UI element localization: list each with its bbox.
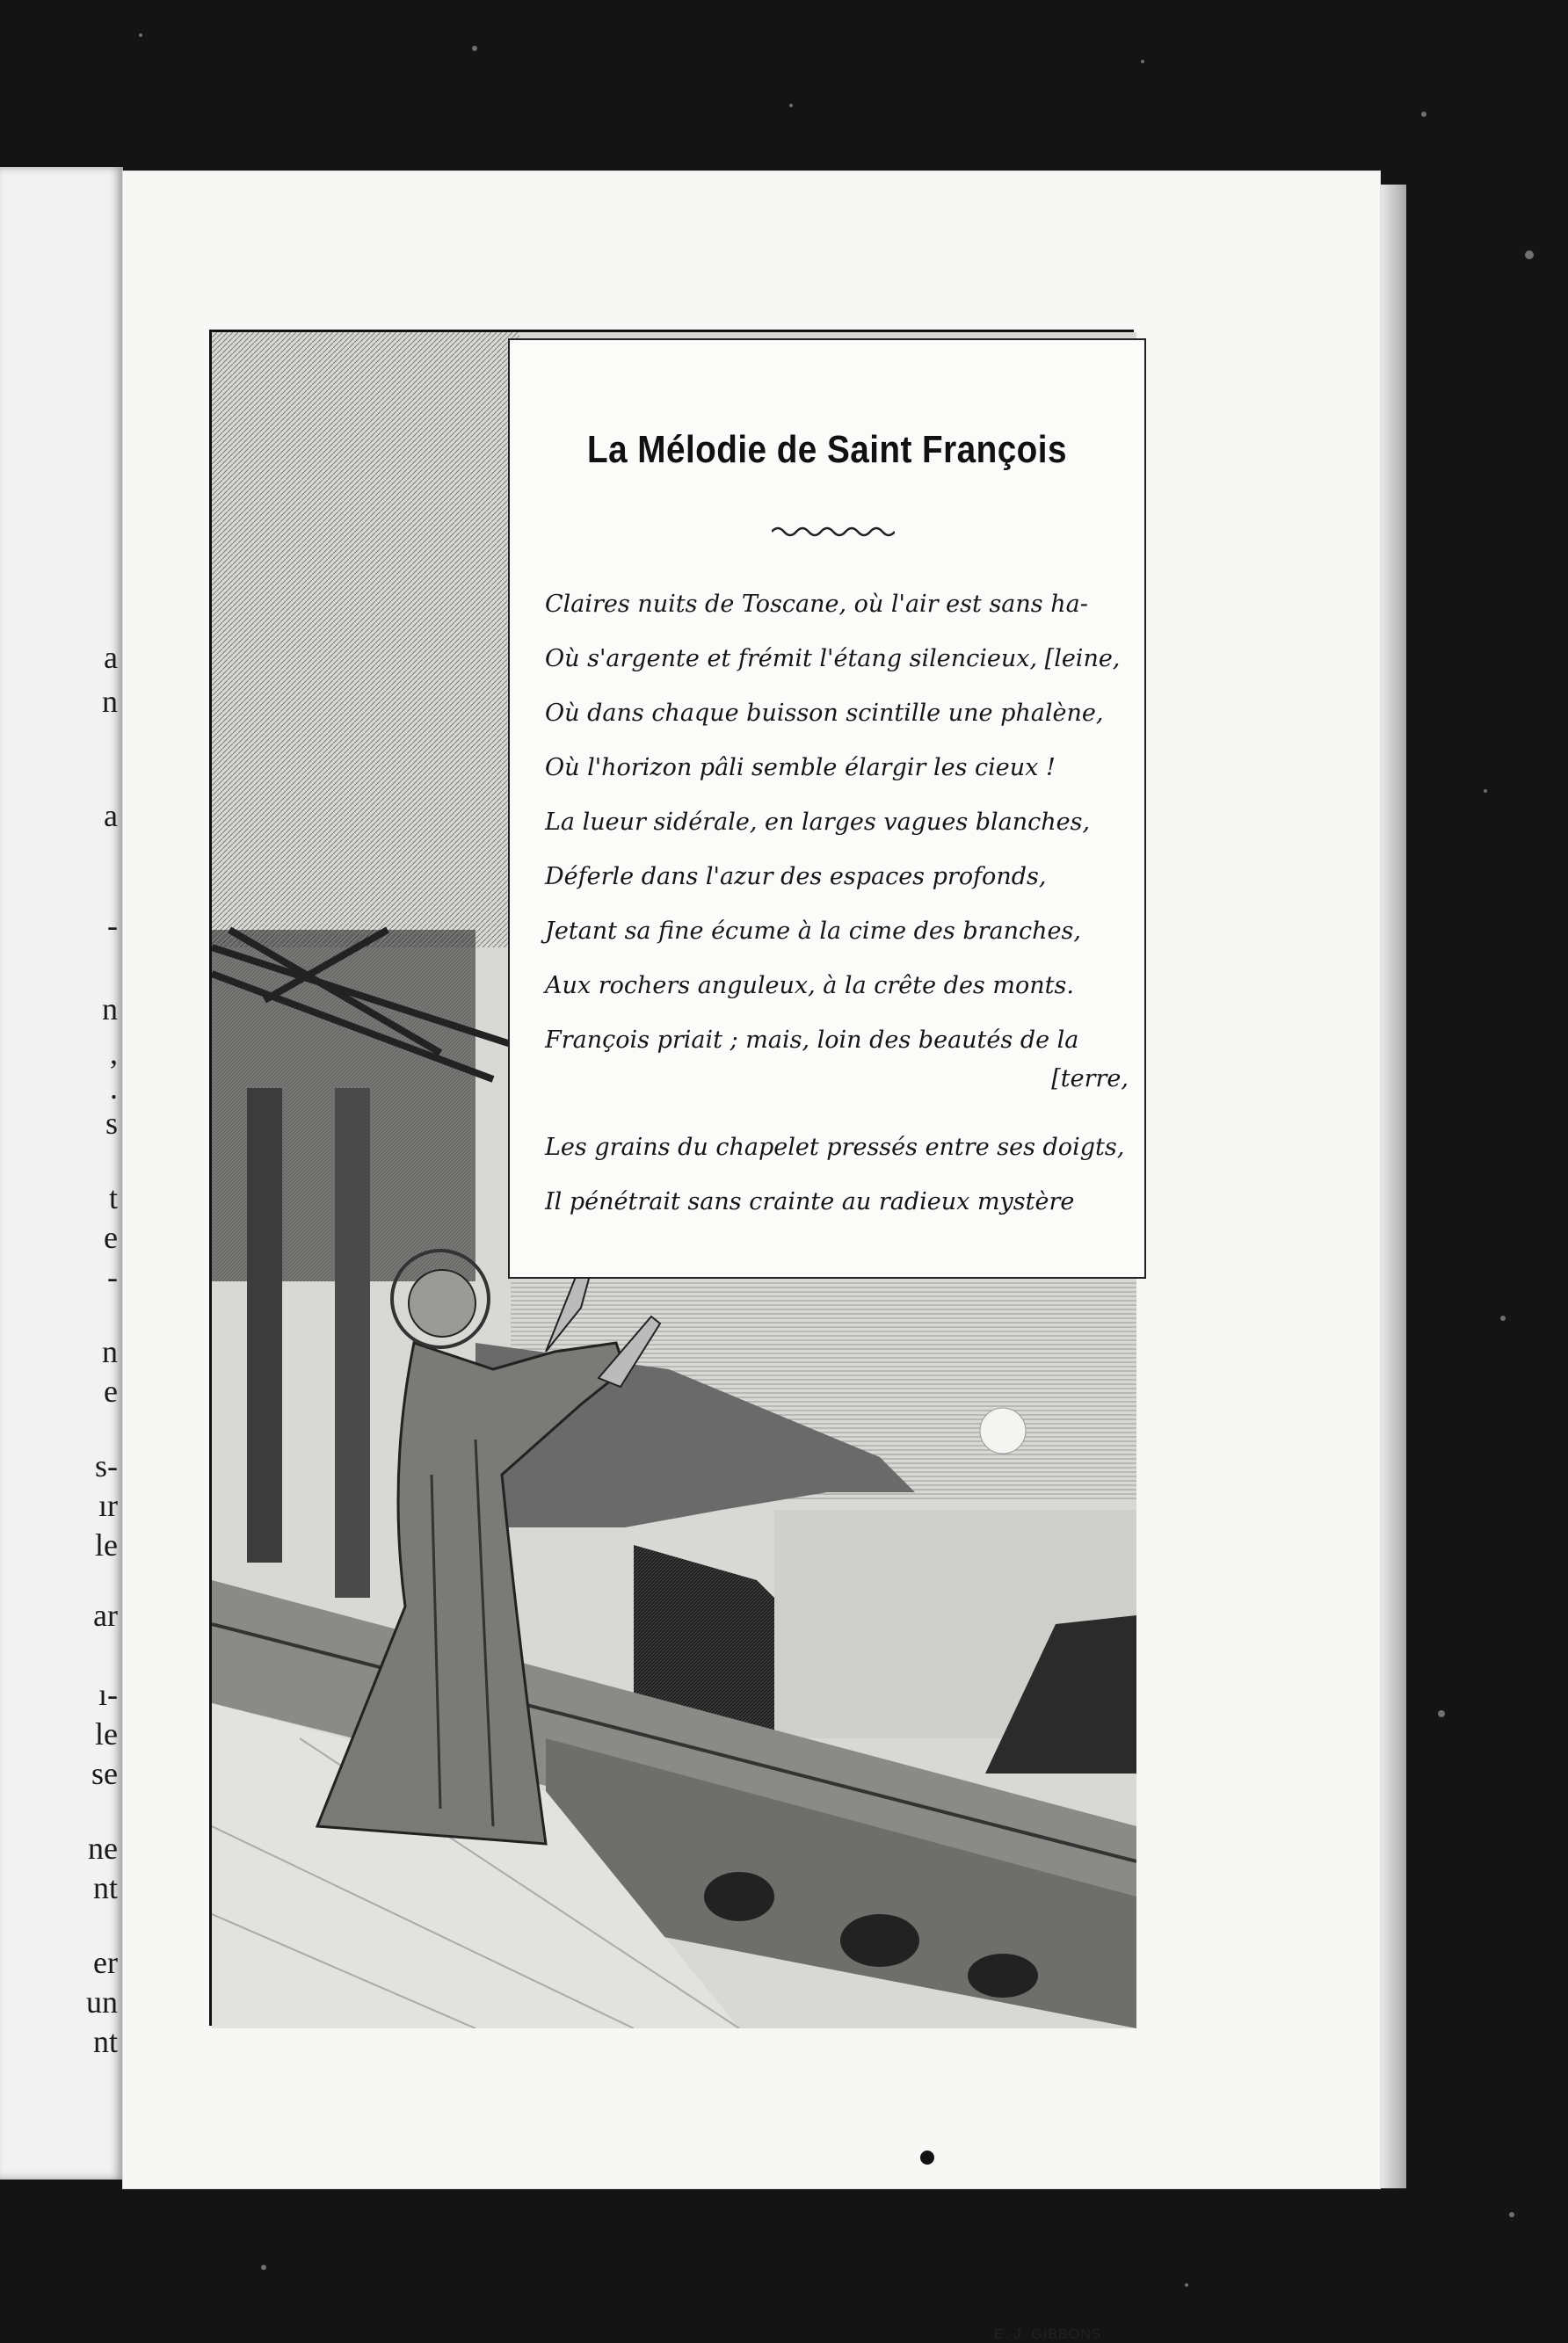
- left-page-fragment: n: [102, 684, 118, 719]
- left-page-fragment: se: [91, 1756, 118, 1791]
- artist-signature: E. J. GIBBONS: [994, 2327, 1102, 2342]
- left-page-fragment: .: [110, 1070, 118, 1106]
- left-page-fragment: er: [93, 1945, 118, 1980]
- poem-line: Où s'argente et frémit l'étang silencieux, [leine,: [545, 645, 1121, 672]
- poem-panel: [508, 338, 1146, 1279]
- poem-line: Claires nuits de Toscane, où l'air est sans ha-: [545, 591, 1088, 618]
- poem-line: Où dans chaque buisson scintille une phalène,: [545, 700, 1104, 727]
- poem-line: Où l'horizon pâli semble élargir les cieux !: [545, 754, 1056, 781]
- poem-line: François priait ; mais, loin des beautés de la: [545, 1026, 1079, 1054]
- left-page-fragment: n: [102, 1334, 118, 1369]
- left-page-fragment: le: [95, 1527, 118, 1563]
- left-page-fragment: ,: [110, 1035, 118, 1070]
- poem-line-continuation: [terre,: [1051, 1065, 1129, 1092]
- page-mark-dot: [920, 2151, 934, 2165]
- left-page-fragment: a: [104, 798, 118, 833]
- left-page-fragment: e: [104, 1374, 118, 1409]
- poem-title: La Mélodie de Saint François: [587, 428, 1067, 471]
- left-page-fragment: n: [102, 991, 118, 1026]
- wave-ornament: [772, 523, 895, 540]
- poem-line: Jetant sa fine écume à la cime des branches,: [545, 918, 1081, 945]
- left-page-fragment: a: [104, 640, 118, 675]
- left-page-fragment: ar: [93, 1598, 118, 1633]
- poem-line: La lueur sidérale, en larges vagues blanches,: [545, 809, 1091, 836]
- left-facing-page: [0, 167, 123, 2180]
- left-page-fragment: s: [105, 1106, 118, 1141]
- left-page-fragment: ne: [88, 1831, 118, 1866]
- left-page-fragment: t: [108, 1180, 118, 1215]
- poem-line: Aux rochers anguleux, à la crête des monts.: [545, 972, 1074, 999]
- left-page-fragment: -: [107, 908, 118, 943]
- left-page-fragment: e: [104, 1220, 118, 1255]
- poem-line: Il pénétrait sans crainte au radieux mystère: [545, 1188, 1075, 1215]
- poem-line: Déferle dans l'azur des espaces profonds,: [545, 863, 1047, 890]
- left-page-fragment: ı-: [98, 1677, 118, 1712]
- left-page-fragment: le: [95, 1716, 118, 1752]
- left-page-fragment: -: [107, 1259, 118, 1295]
- poem-line: Les grains du chapelet pressés entre ses doigts,: [545, 1134, 1125, 1161]
- left-page-fragment: un: [86, 1984, 118, 2020]
- left-page-fragment: ır: [98, 1488, 118, 1523]
- left-page-fragment: nt: [92, 1870, 118, 1905]
- left-page-fragment: nt: [92, 2024, 118, 2059]
- left-page-fragment: s-: [95, 1448, 118, 1483]
